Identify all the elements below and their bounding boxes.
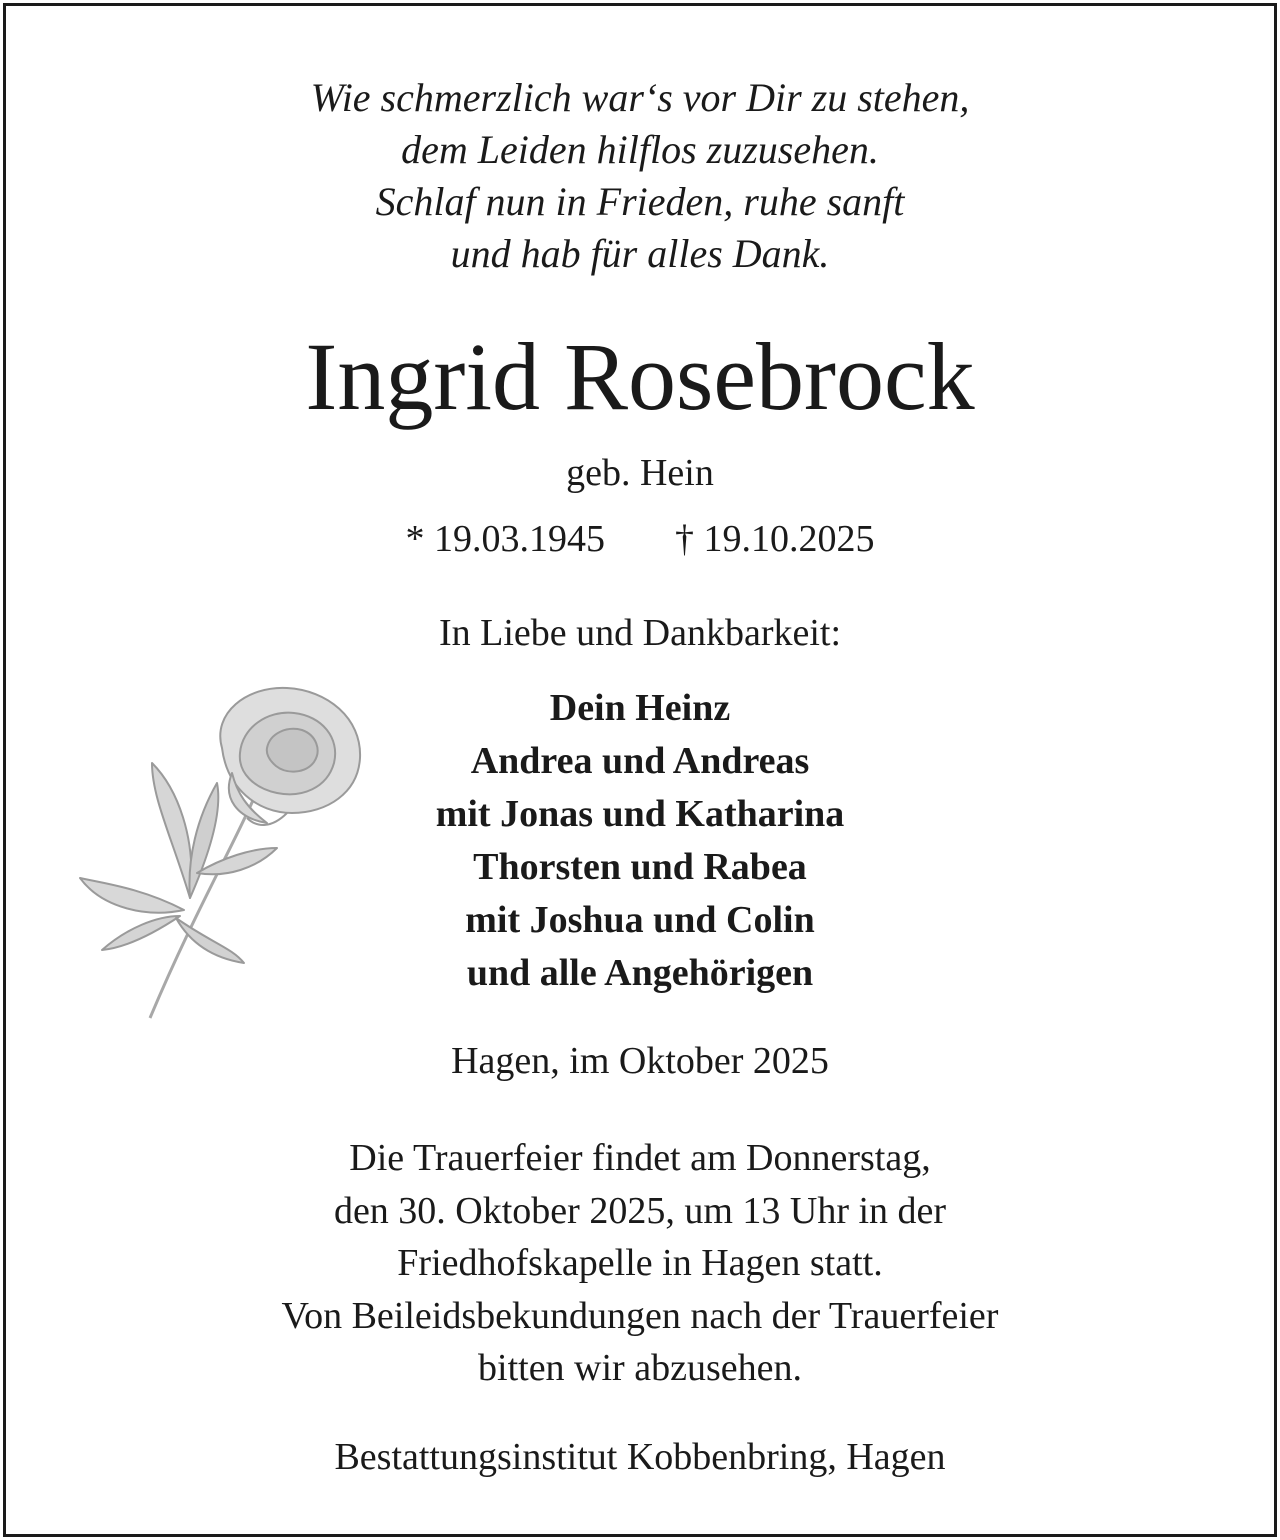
mourner-name: Andrea und Andreas	[470, 740, 810, 782]
place-date: Hagen, im Oktober 2025	[451, 1040, 829, 1082]
funeral-line: den 30. Oktober 2025, um 13 Uhr in der	[333, 1190, 947, 1232]
mourners-intro: In Liebe und Dankbarkeit:	[438, 612, 842, 654]
obituary-notice	[3, 3, 1277, 1537]
undertaker: Bestattungsinstitut Kobbenbring, Hagen	[334, 1436, 946, 1478]
life-dates	[6, 516, 1274, 562]
birth-date: * 19.03.1945	[405, 518, 605, 560]
death-date: † 19.10.2025	[675, 518, 875, 560]
funeral-line: Von Beileidsbekundungen nach der Trauerfeier	[281, 1295, 999, 1337]
mourner-name: Dein Heinz	[549, 687, 731, 729]
mourner-name: mit Jonas und Katharina	[435, 793, 845, 835]
funeral-line: bitten wir abzusehen.	[478, 1347, 802, 1389]
deceased-name: Ingrid Rosebrock	[305, 323, 975, 430]
mourner-name: und alle Angehörigen	[466, 952, 814, 994]
funeral-line: Friedhofskapelle in Hagen statt.	[397, 1242, 883, 1284]
maiden-name: geb. Hein	[566, 452, 714, 494]
poem-line: und hab für alles Dank.	[450, 231, 830, 276]
mourner-name: mit Joshua und Colin	[465, 899, 815, 941]
poem-line: Schlaf nun in Frieden, ruhe sanft	[375, 179, 905, 224]
funeral-line: Die Trauerfeier findet am Donnerstag,	[349, 1137, 931, 1179]
poem-line: dem Leiden hilflos zuzusehen.	[401, 127, 879, 172]
poem-line: Wie schmerzlich war‘s vor Dir zu stehen,	[310, 75, 970, 120]
mourner-name: Thorsten und Rabea	[473, 846, 807, 888]
